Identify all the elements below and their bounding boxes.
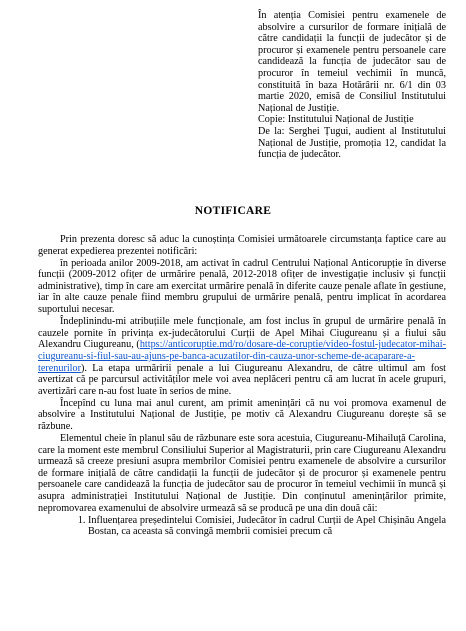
paragraph-employment: în perioada anilor 2009-2018, am activat în cadrul Centrului Național Anticorupție în diverse funcții (2009-2012 ofițer de urmărire penală, 2012-2018 ofițer de investigație inclusiv și funcții administrative), timp în care am exercitat urmărire penală în diferite cauze penale aflate în gestiune, iar în alte cauze penale fiind membru grupului de urmărire penală, pentru implicat în acordarea suportului necesar. (38, 257, 446, 316)
addressee-block (258, 10, 446, 161)
paragraph-investigation-text: Îndeplinindu-mi atribuțiile mele funcționale, am fost inclus în grupul de urmărire penală în cauzele pornite în privința ex-judecătorului Curții de Apel Mihai Ciugureanu și a fiului său Alexandru Ciugureanu, ( (38, 316, 446, 351)
addressee-text: În atenția Comisiei pentru examenele de absolvire a cursurilor de formare inițială de către candidații la funcții de judecător și de procuror și examenele pentru persoanele care candidează la funcția de judecător sau de procuror în temeiul vechimii în muncă, constituită în baza Hotărârii nr. 6/1 din 03 martie 2020, emisă de Consiliul Institutului Național de Justiție. (258, 10, 446, 114)
sender-line: De la: Serghei Țugui, audient al Institutului Național de Justiție, promoția 12, candidat la funcția de judecător. (258, 125, 446, 161)
document-title: NOTIFICARE (194, 205, 272, 217)
document-body (38, 234, 446, 538)
article-link[interactable]: https://anticoruptie.md/ro/dosare-de-coruptie/video-fostul-judecator-mihai-ciugureanu-si-fiul-sau-au-ajuns-pe-banca-acuzatilor-din-cauza-unor-scheme-de-acaparare-a-terenurilor (38, 339, 446, 374)
paragraph-investigation-text-end: ). La etapa urmăririi penale a lui Ciugureanu Alexandru, de către ultimul am fost avertizat că pe parcursul activităților mele voi avea neplăceri pentru că am lucrat în acele grupuri, avertizări care n-au fost luate în serios de mine. (38, 362, 446, 397)
paragraph-revenge-plan: Elementul cheie în planul său de răzbunare este sora acestuia, Ciugureanu-Mihailuță Carolina, care la moment este membrul Consiliului Superior al Magistraturii, prin care Ciugureanu Alexandru urmează să creeze presiuni asupra membrilor Comisiei pentru examenele de absolvire a cursurilor de formare inițială de către candidații la funcții de judecător și de procuror și examenele pentru persoanele care candidează la funcția de judecător sau de procuror în temeiul vechimii în muncă și asupra administrației Institutului Național de Justiție. Din conținutul amenințărilor primite, nepromovarea examenului de absolvire urmează să se producă pe una din două căi: (38, 433, 446, 514)
paragraph-threats: Începînd cu luna mai anul curent, am primit amenințări că nu voi promova examenul de absolvire a Institutului Național de Justiție, pe motiv că Alexandru Ciugureanu dorește să se răzbune. (38, 397, 446, 432)
paragraph-intro: Prin prezenta doresc să aduc la cunoștința Comisiei următoarele circumstanța faptice care au generat expedierea prezentei notificări: (38, 234, 446, 257)
numbered-list (38, 515, 446, 538)
paragraph-investigation (38, 316, 446, 397)
copy-line: Copie: Institutului Național de Justiție (258, 114, 414, 126)
list-item: 1. Influențarea președintelui Comisiei, Judecător în cadrul Curții de Apel Chișinău Angela Bostan, ca aceasta să convingă membrii comisiei precum că (88, 515, 446, 538)
